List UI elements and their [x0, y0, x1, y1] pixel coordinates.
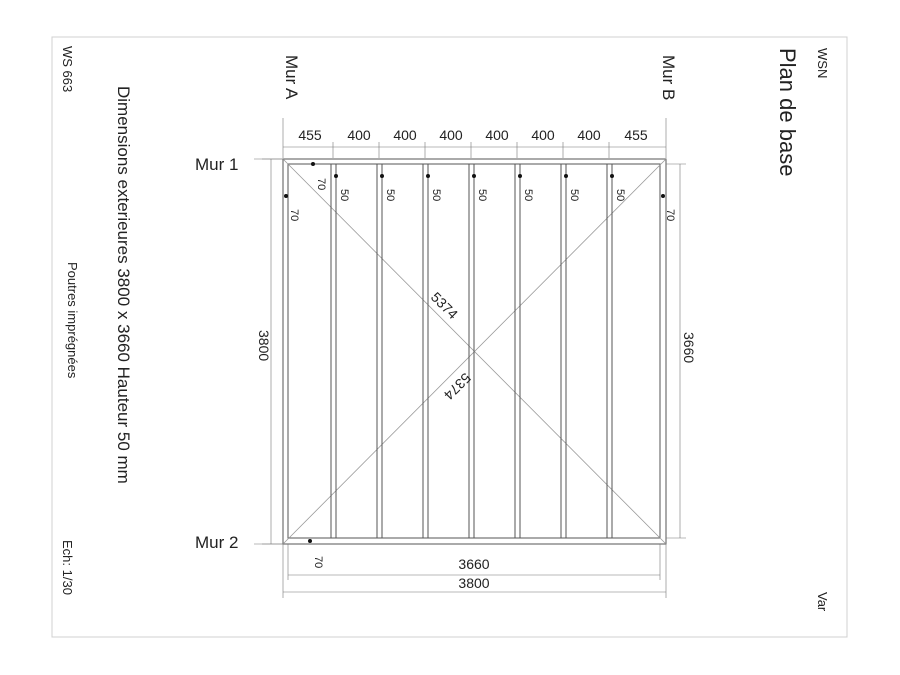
joist-thickness-label: 50 — [476, 189, 488, 202]
beams-note: Poutres imprégnées — [65, 262, 80, 379]
top-spacing-label: 400 — [485, 127, 509, 143]
wall-1-label: Mur 1 — [195, 155, 239, 174]
bottom-outer-dimension-label: 3800 — [458, 575, 490, 591]
top-spacing-label: 400 — [439, 127, 463, 143]
joist — [377, 164, 382, 538]
joist — [607, 164, 612, 538]
wall-2-label: Mur 2 — [195, 533, 239, 552]
joists — [331, 164, 612, 538]
left-dimension-label: 3800 — [256, 330, 272, 362]
frame-thickness-label: 70 — [664, 209, 676, 222]
bottom-inner-dimension-label: 3660 — [458, 556, 490, 572]
plan-title: Plan de base — [775, 48, 800, 177]
top-spacing-label: 400 — [347, 127, 371, 143]
frame-thickness-label: 70 — [312, 556, 324, 569]
joist — [515, 164, 520, 538]
joist — [331, 164, 336, 538]
frame-thickness-label: 70 — [315, 178, 327, 191]
dimensions-text: Dimensions exterieures 3800 x 3660 Hauteur 50 mm — [114, 86, 133, 484]
diagonal-label-1: 5374 — [427, 288, 462, 323]
top-spacing-label: 400 — [531, 127, 555, 143]
wall-a-label: Mur A — [282, 55, 301, 100]
diagonal-label-2: 5374 — [440, 369, 475, 404]
joist-thickness-label: 50 — [338, 189, 350, 202]
right-dimension-label: 3660 — [681, 332, 697, 364]
top-dimension-chain — [283, 127, 666, 158]
joist-thickness-label: 50 — [568, 189, 580, 202]
top-spacing-label: 455 — [624, 127, 648, 143]
joist-thickness-label: 50 — [384, 189, 396, 202]
joist-thickness-label: 50 — [430, 189, 442, 202]
wall-b-label: Mur B — [659, 55, 678, 101]
brand-label: WSN — [815, 48, 830, 79]
top-spacing-label: 455 — [298, 127, 322, 143]
joist — [561, 164, 566, 538]
scale-label: Ech: 1/30 — [60, 540, 75, 595]
joist — [423, 164, 428, 538]
joist-thickness-label: 50 — [614, 189, 626, 202]
frame-thickness-label: 70 — [288, 209, 300, 222]
top-spacing-label: 400 — [393, 127, 417, 143]
frame-thickness-labels — [284, 162, 676, 568]
joist — [469, 164, 474, 538]
top-spacing-label: 400 — [577, 127, 601, 143]
variant-label: Var — [815, 592, 830, 612]
beam-thickness-labels — [334, 174, 626, 201]
model-label: WS 663 — [60, 46, 75, 93]
joist-thickness-label: 50 — [522, 189, 534, 202]
